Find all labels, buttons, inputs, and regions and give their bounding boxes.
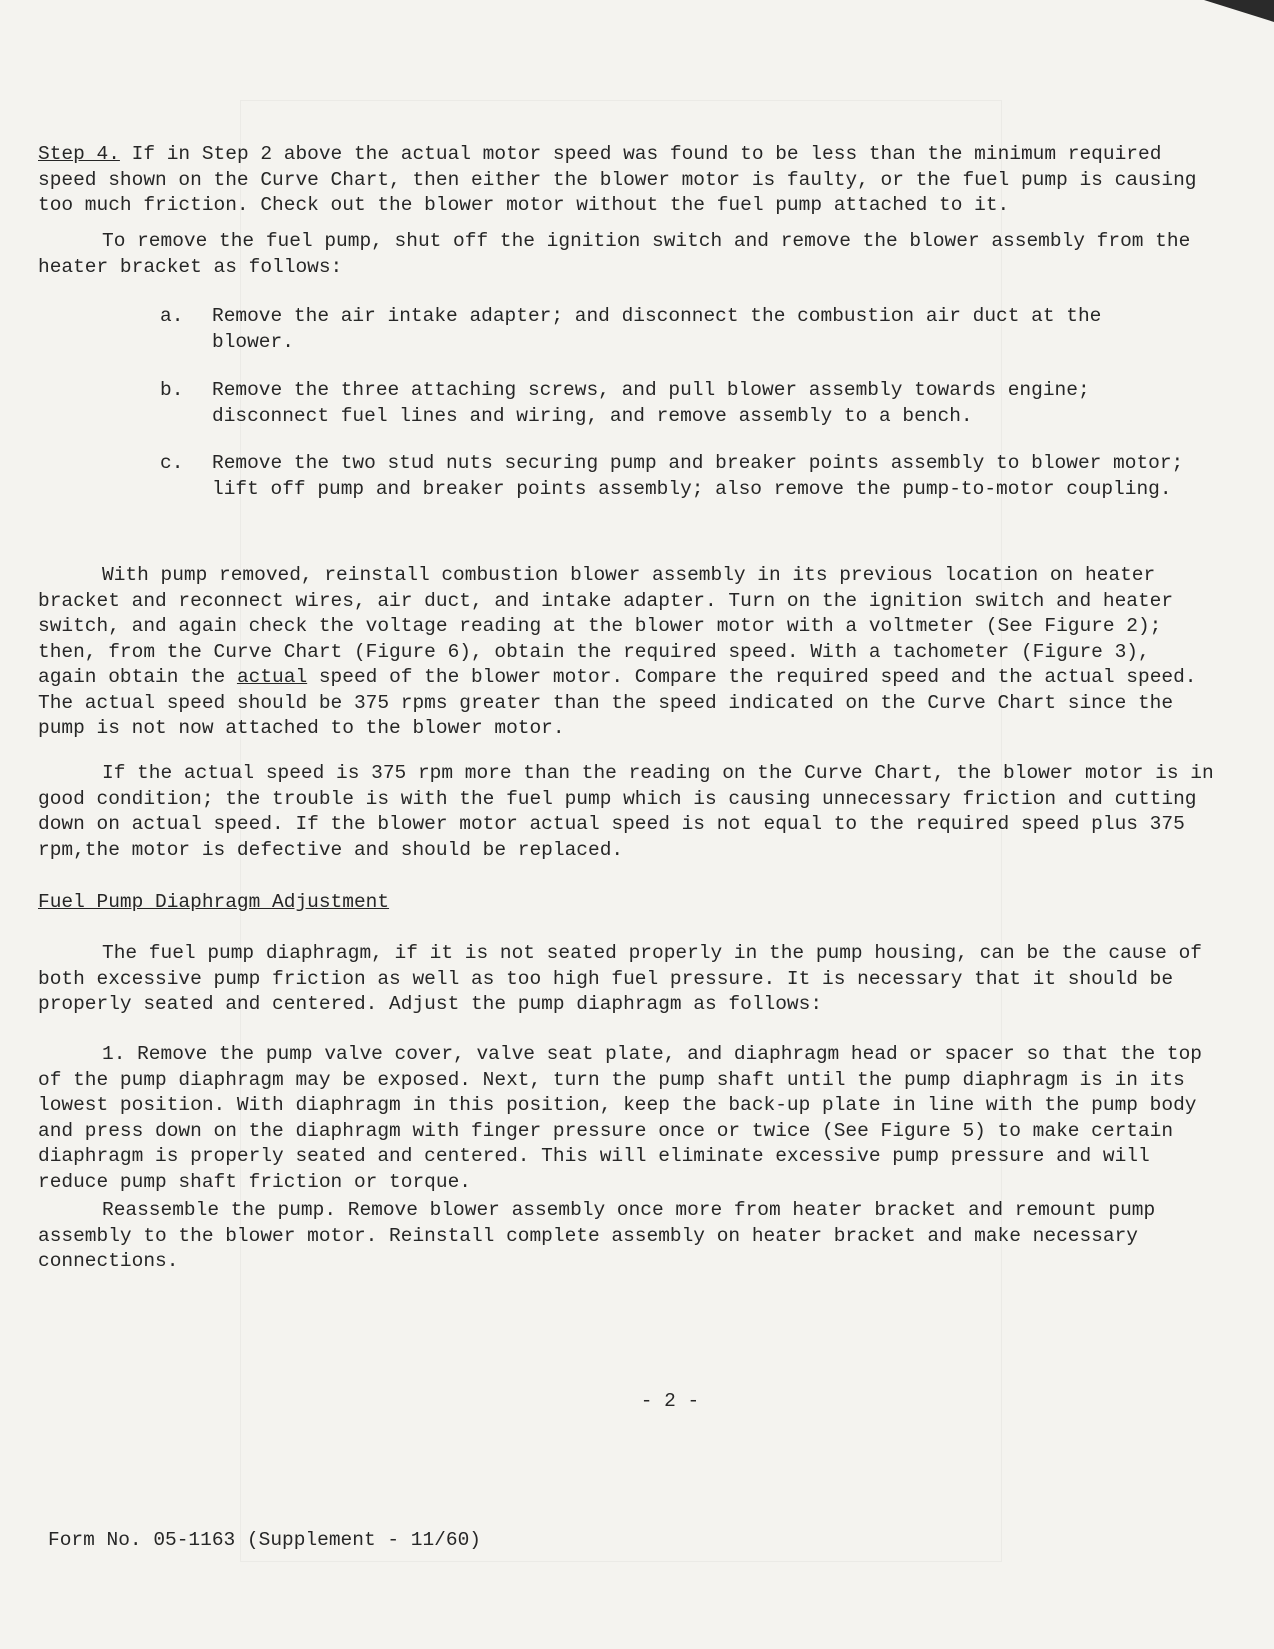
form-number: Form No. 05-1163 (Supplement - 11/60) xyxy=(48,1529,481,1551)
diaphragm-intro: The fuel pump diaphragm, if it is not seated properly in the pump housing, can be the cause of both excessive pump friction as well as too high fuel pressure. It is necessary that it should be properly seated and centered. Adjust the pump diaphragm as follows: xyxy=(38,942,1202,1015)
list-letter: c. xyxy=(160,452,184,474)
page-number: - 2 - xyxy=(640,1390,700,1412)
actual-speed-paragraph: If the actual speed is 375 rpm more than the reading on the Curve Chart, the blower motor is in good condition; the trouble is with the fuel pump which is causing unnecessary friction and cutting down on actual speed. If the blower motor actual speed is not equal to the required speed plus 375 rpm,the motor is defective and should be replaced. xyxy=(38,762,1214,861)
actual-underlined: actual xyxy=(236,666,308,688)
list-text: Remove the three attaching screws, and pull blower assembly towards engine; disconnect fuel lines and wiring, and remove assembly to a bench. xyxy=(212,379,1090,427)
step4-label: Step 4. xyxy=(38,143,120,165)
pump-removed-paragraph xyxy=(38,563,1218,742)
pump-removed-text-2: speed of the blower motor. Compare the required speed and the actual speed. The actual speed should be 375 rpms greater than the speed indicated on the Curve Chart since the pump is not now attached to the blower motor. xyxy=(38,666,1197,739)
page-corner-fold xyxy=(1204,0,1274,22)
list-letter: a. xyxy=(160,305,184,327)
remove-pump-intro: To remove the fuel pump, shut off the ignition switch and remove the blower assembly from the heater bracket as follows: xyxy=(38,230,1191,278)
pump-removed-text-1: With pump removed, reinstall combustion blower assembly in its previous location on heater bracket and reconnect wires, air duct, and intake adapter. Turn on the ignition switch and heater switch, and again check the voltage reading at the blower motor with a voltmeter (See Figure 2); then, from the Curve Chart (Figure 6), obtain the required speed. With a tachometer (Figure 3), again obtain the xyxy=(38,564,1174,688)
section-heading: Fuel Pump Diaphragm Adjustment xyxy=(38,891,390,913)
reassemble-paragraph: Reassemble the pump. Remove blower assembly once more from heater bracket and remount pump assembly to the blower motor. Reinstall complete assembly on heater bracket and make necessary connections. xyxy=(38,1199,1156,1272)
step4-text: If in Step 2 above the actual motor speed was found to be less than the minimum required speed shown on the Curve Chart, then either the blower motor is faulty, or the fuel pump is causing too much friction. Check out the blower motor without the fuel pump attached to it. xyxy=(38,143,1197,216)
diaphragm-step-1: 1. Remove the pump valve cover, valve seat plate, and diaphragm head or spacer so that the top of the pump diaphragm may be exposed. Next, turn the pump shaft until the pump diaphragm is in its lowest position. With diaphragm in this position, keep the back-up plate in line with the pump body and press down on the diaphragm with finger pressure once or twice (See Figure 5) to make certain diaphragm is properly seated and centered. This will eliminate excessive pump pressure and will reduce pump shaft friction or torque. xyxy=(38,1043,1202,1193)
list-text: Remove the air intake adapter; and disconnect the combustion air duct at the blower. xyxy=(212,305,1102,353)
list-text: Remove the two stud nuts securing pump and breaker points assembly to blower motor; lift off pump and breaker points assembly; also remove the pump-to-motor coupling. xyxy=(212,452,1184,500)
list-letter: b. xyxy=(160,379,184,401)
step4-paragraph xyxy=(38,142,1218,219)
